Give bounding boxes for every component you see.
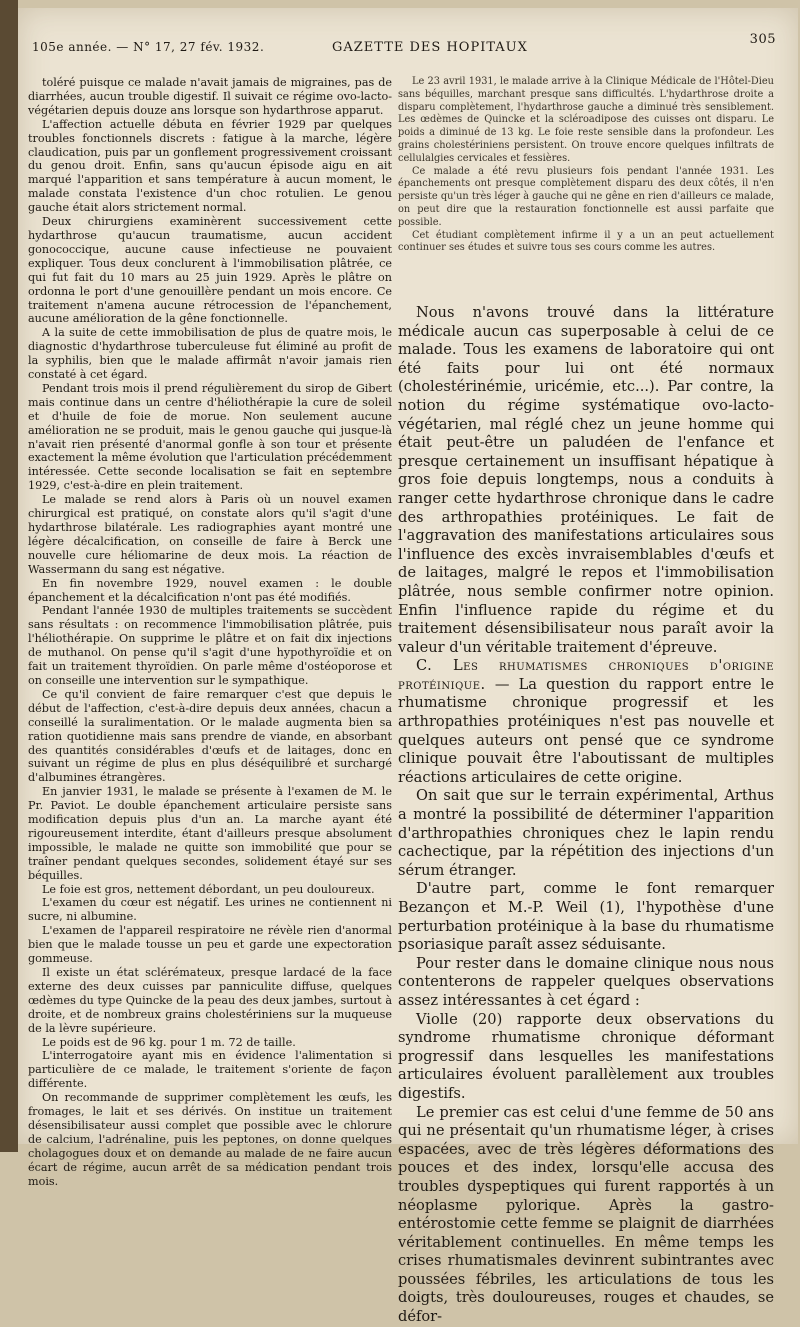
paragraph: Pour rester dans le domaine clinique nous nous contenterons de rappeler quelques observations assez intéressantes à cet égard : bbox=[398, 954, 774, 1009]
paragraph: Pendant trois mois il prend régulièrement du sirop de Gibert mais continue dans un centre d'héliothérapie la cure de soleil et d'huile de foie de morue. Non seulement aucune amélioration ne se produit, mais le genou gauche qui jusque-là n'avait rien présenté d'anormal gonfle à son tour et présente exactement la même évolution que l'articulation précédemment intéressée. Cette seconde localisation se fait en septembre 1929, c'est-à-dire en plein traitement. bbox=[28, 381, 392, 493]
paragraph: toléré puisque ce malade n'avait jamais de migraines, pas de diarrhées, aucun trouble digestif. Il suivait ce régime ovo-lacto-végétarien depuis douze ans lorsque son hydarthrose apparut. bbox=[28, 76, 392, 117]
paragraph: Le premier cas est celui d'une femme de 50 ans qui ne présentait qu'un rhumatisme léger, à crises espacées, avec de très légères déformations des pouces et des index, lorsqu'elle accusa des troubles dyspeptiques qui furent rapportés à un néoplasme pylorique. Après la gastro-entérostomie cette femme se plaignit de diarrhées véritablement continuelles. En même temps les crises rhumatismales devinrent subintrantes avec poussées fébriles, les articulations de tous les doigts, très douloureuses, rouges et chaudes, se défor- bbox=[398, 1103, 774, 1326]
paragraph: Le poids est de 96 kg. pour 1 m. 72 de taille. bbox=[42, 1035, 296, 1049]
paragraph: Pendant l'année 1930 de multiples traitements se succèdent sans résultats : on recommence l'immobilisation plâtrée, puis l'héliothérapie. On supprime le plâtre et on fait dix injections de muthanol. On pense qu'il s'agit d'une hypothyroïdie et on fait un traitement thyroïdien. On parle même d'ostéoporose et on conseille une intervention sur le sympathique. bbox=[28, 604, 392, 687]
left-column bbox=[28, 76, 392, 1189]
paragraph: En janvier 1931, le malade se présente à l'examen de M. le Pr. Paviot. Le double épanchement articulaire persiste sans modification depuis plus d'un an. La marche ayant été rigoureusement interdite, étant d'ailleurs presque absolument impossible, le malade ne quitte son immobilité que pour se traîner pendant quelques secondes, solidement étayé sur ses béquilles. bbox=[28, 785, 392, 882]
paragraph: Ce qu'il convient de faire remarquer c'est que depuis le début de l'affection, c'est-à-dire depuis deux années, chacun a conseillé la suralimentation. Or le malade augmenta bien sa ration quotidienne mais sans prendre de viande, en absorbant des quantités considérables d'œufs et de laitages, donc en suivant un régime de plus en plus déséquilibré et surchargé d'albumines étrangères. bbox=[28, 687, 392, 785]
paragraph: On recommande de supprimer complètement les œufs, les fromages, le lait et ses dérivés. On institue un traitement désensibilisateur aussi complet que possible avec le chlorure de calcium, l'adrénaline, puis les peptones, on donne quelques cholagogues doux et on demande au malade de ne faire aucun écart de régime, aucun arrêt de sa médication pendant trois mois. bbox=[28, 1091, 392, 1188]
paragraph: D'autre part, comme le font remarquer Bezançon et M.-P. Weil (1), l'hypothèse d'une perturbation protéinique à la base du rhumatisme psoriasique paraît assez séduisante. bbox=[398, 880, 774, 954]
paragraph: Le foie est gros, nettement débordant, un peu douloureux. bbox=[42, 882, 375, 896]
paragraph: En fin novembre 1929, nouvel examen : le double épanchement et la décalcification n'ont pas été modifiés. bbox=[28, 576, 392, 604]
paragraph: L'examen de l'appareil respiratoire ne révèle rien d'anormal bien que le malade tousse un peu et garde une expectoration gommeuse. bbox=[28, 924, 392, 966]
paragraph: Deux chirurgiens examinèrent successivement cette hydarthrose qu'aucun traumatisme, aucun accident gonococcique, aucune cause infectieuse ne pouvaient expliquer. Tous deux conclurent à l'immobilisation plâtrée, ce qui fut fait du 10 mars au 25 juin 1929. Après le plâtre on ordonna le port d'une genouillère pendant un mois encore. Ce traitement n'amena aucune rétrocession de l'épanchement, aucune amélioration de la gêne fonctionnelle. bbox=[28, 215, 392, 326]
paragraph: Nous n'avons trouvé dans la littérature médicale aucun cas superposable à celui de ce malade. Tous les examens de laboratoire qui ont été faits pour lui ont été normaux (cholestérinémie, uricémie, etc...). Par contre, la notion du régime systématique ovo-lacto-végétarien, mal réglé chez un jeune homme qui était peut-être un paludéen de l'enfance et presque certainement un insuffisant hépatique à gros foie depuis longtemps, nous a conduits à ranger cette hydarthrose chronique dans le cadre des arthropathies protéiniques. Le fait de l'aggravation des manifestations articulaires sous l'influence des excès invraisemblables d'œufs et de laitages, malgré le repos et l'immobilisation plâtrée, nous semble confirmer notre opinion. Enfin l'influence rapide du régime et du traitement désensibilisateur nous paraît avoir la valeur d'un véritable traitement d'épreuve. bbox=[398, 304, 774, 656]
section-text: — La question du rapport entre le rhumatisme chronique progressif et les arthropathies protéiniques n'est pas nouvelle et quelques auteurs ont pensé que ce syndrome clinique pouvait être l'aboutissant de multiples réactions articulaires de cette origine. bbox=[398, 675, 774, 786]
binding-edge bbox=[0, 0, 18, 1152]
case-report-small-print bbox=[398, 76, 774, 255]
newspaper-page bbox=[18, 8, 798, 1326]
paragraph: Le malade se rend alors à Paris où un nouvel examen chirurgical est pratiqué, on constate alors qu'il s'agit d'une hydarthrose bilatérale. Les radiographies ayant montré une légère décalcification, on conseille de faire à Berck une nouvelle cure héliomarine de deux mois. La réaction de Wassermann du sang est négative. bbox=[28, 493, 392, 576]
paragraph: A la suite de cette immobilisation de plus de quatre mois, le diagnostic d'hydarthrose tuberculeuse fut éliminé au profit de la syphilis, bien que le malade affirmât n'avoir jamais rien constaté à cet égard. bbox=[28, 326, 392, 382]
issue-info: 105e année. — N° 17, 27 fév. 1932. bbox=[32, 40, 265, 54]
journal-title: GAZETTE DES HOPITAUX bbox=[332, 40, 528, 55]
paragraph: Cet étudiant complètement infirme il y a un an peut actuellement continuer ses études et suivre tous ses cours comme les autres. bbox=[398, 229, 774, 254]
paragraph: Violle (20) rapporte deux observations du syndrome rhumatisme chronique déformant progressif dans lesquelles les manifestations articulaires évoluent parallèlement aux troubles digestifs. bbox=[398, 1010, 774, 1102]
section-paragraph bbox=[398, 657, 774, 787]
page-number: 305 bbox=[749, 32, 776, 47]
paragraph: L'interrogatoire ayant mis en évidence l'alimentation si particulière de ce malade, le traitement s'oriente de façon différente. bbox=[28, 1049, 392, 1091]
paragraph: Le 23 avril 1931, le malade arrive à la Clinique Médicale de l'Hôtel-Dieu sans béquilles, marchant presque sans difficultés. L'hydarthrose droite a disparu complètement, l'hydarthrose gauche a diminué très sensiblement. Les œdèmes de Quincke et la scléroadipose des cuisses ont disparu. Le poids a diminué de 13 kg. Le foie reste sensible dans la profondeur. Les grains cholestériniens persistent. On trouve encore quelques infiltrats de cellulalgies cervicales et fessières. bbox=[398, 76, 774, 164]
paragraph: On sait que sur le terrain expérimental, Arthus a montré la possibilité de déterminer l'apparition d'arthropathies chroniques chez le lapin rendu cachectique, par la répétition des injections d'un sérum étranger. bbox=[398, 787, 774, 879]
page-header bbox=[32, 32, 784, 62]
section-heading: C. Les rhumatismes chroniques d'origine protéinique. bbox=[398, 657, 774, 693]
paragraph: L'affection actuelle débuta en février 1929 par quelques troubles fonctionnels discrets : fatigue à la marche, légère claudication, puis par un gonflement progressivement croissant du genou droit. Enfin, sans qu'aucun épisode aigu en ait marqué l'apparition et sans température à aucun moment, le malade constata l'existence d'un choc rotulien. Le genou gauche était alors strictement normal. bbox=[28, 117, 392, 215]
paragraph: Il existe un état sclérémateux, presque lardacé de la face externe des deux cuisses par panniculite diffuse, quelques œdèmes du type Quincke de la peau des deux jambes, surtout à droite, et de nombreux grains cholestériniens sur la muqueuse de la lèvre supérieure. bbox=[28, 966, 392, 1035]
right-main-column bbox=[398, 304, 774, 1327]
paragraph: L'examen du cœur est négatif. Les urines ne contiennent ni sucre, ni albumine. bbox=[28, 896, 392, 924]
paragraph: Ce malade a été revu plusieurs fois pendant l'année 1931. Les épanchements ont presque complètement disparu des deux côtés, il n'en persiste qu'un très léger à gauche qui ne gêne en rien d'ailleurs ce malade, on peut dire que la restauration fonctionnelle est aussi parfaite que possible. bbox=[398, 165, 774, 228]
